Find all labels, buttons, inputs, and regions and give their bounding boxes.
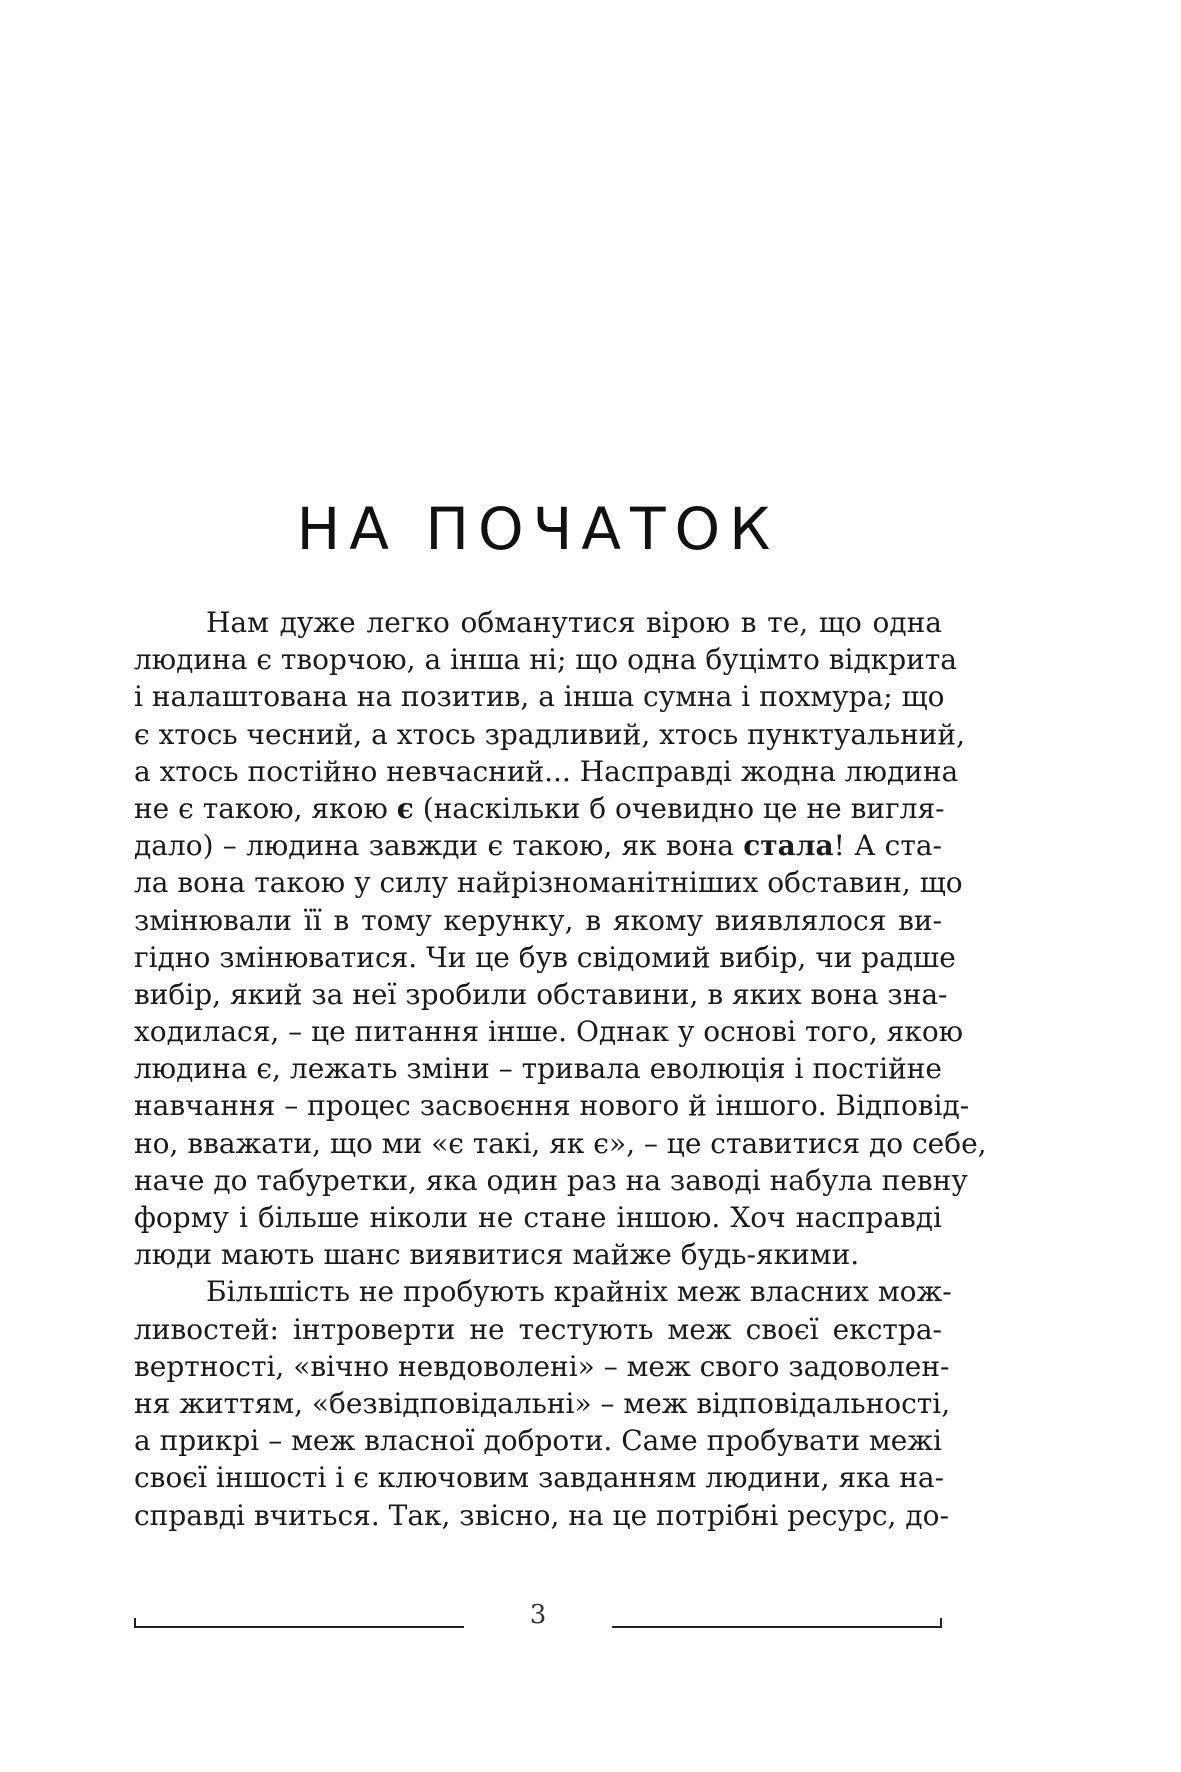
text-segment: форму і більше ніколи не стане іншою. Хоч насправді	[134, 1201, 942, 1234]
text-segment: люди мають шанс виявитися майже будь-якими.	[134, 1238, 860, 1272]
text-line	[134, 902, 942, 939]
text-segment: дало) – людина завжди є такою, як вона	[134, 829, 744, 863]
text-segment: ходилася, – це питання інше. Однак у основі того, якою	[134, 1015, 964, 1049]
text-segment: ливостей: інтроверти не тестують меж своєї екстра-	[134, 1312, 942, 1346]
text-segment: но, вважати, що ми «є такі, як є», – це ставитися до себе,	[134, 1126, 987, 1160]
text-segment: навчання – процес засвоєння нового й іншого. Відповід-	[134, 1089, 970, 1123]
paragraph	[134, 604, 987, 1273]
bold-text: стала	[743, 829, 834, 863]
text-line	[134, 1348, 950, 1385]
text-line	[134, 790, 945, 827]
text-segment: людина є творчою, а інша ні; що одна буцімто відкрита	[134, 643, 957, 677]
text-segment: Більшість не пробують крайніх меж власних мож-	[206, 1275, 952, 1309]
text-line	[134, 1236, 942, 1273]
text-line	[134, 604, 942, 641]
text-line	[134, 641, 957, 678]
text-segment: вертності, «вічно невдоволені» – меж свого задоволен-	[134, 1349, 950, 1383]
text-line	[134, 1273, 952, 1310]
text-segment: ня життям, «безвідповідальні» – меж відповідальності,	[134, 1386, 951, 1420]
text-segment: своєї іншості і є ключовим завданням людини, яка на-	[134, 1461, 945, 1495]
text-line	[134, 753, 959, 790]
text-line	[134, 1199, 942, 1236]
text-segment: вибір, який за неї зробили обставини, в яких вона зна-	[134, 977, 948, 1011]
text-line	[134, 678, 945, 715]
text-segment: змінювали її в тому керунку, в якому виявлялося ви-	[134, 903, 942, 937]
text-line	[134, 1422, 942, 1459]
page-number: 3	[529, 1600, 547, 1630]
text-segment: гідно змінюватися. Чи це був свідомий вибір, чи радше	[134, 940, 956, 974]
text-line	[134, 976, 948, 1013]
text-segment: і налаштована на позитив, а інша сумна і похмура; що	[134, 680, 945, 714]
page-footer	[134, 1600, 942, 1640]
text-segment: а прикрі – меж власної доброти. Саме пробувати межі	[134, 1424, 942, 1458]
text-line	[134, 1497, 949, 1534]
text-line	[134, 939, 956, 976]
text-line	[134, 1050, 942, 1087]
body-text	[134, 604, 987, 1534]
text-segment: є хтось чесний, а хтось зрадливий, хтось пунктуальний,	[134, 717, 965, 751]
text-segment: справді вчиться. Так, звісно, на це потрібні ресурс, до-	[134, 1498, 949, 1532]
text-segment: ла вона такою у силу найрізноманітніших обставин, що	[134, 866, 963, 900]
text-line	[134, 1311, 942, 1348]
text-line	[134, 1087, 970, 1124]
text-segment: людина є, лежать зміни – тривала еволюція і постійне	[134, 1052, 942, 1086]
text-line	[134, 1013, 964, 1050]
text-line	[134, 1385, 951, 1422]
text-line	[134, 716, 965, 753]
page-title: НА ПОЧАТОК	[296, 495, 780, 563]
paragraph	[134, 1273, 952, 1533]
text-segment: не є такою, якою	[134, 791, 397, 825]
text-line	[134, 827, 942, 864]
bold-text: є	[396, 791, 414, 825]
text-line	[134, 864, 963, 901]
text-line	[134, 1162, 968, 1199]
text-segment: наче до табуретки, яка один раз на заводі набула певну	[134, 1163, 968, 1197]
footer-rule-right	[612, 1618, 942, 1628]
text-segment: ! А ста-	[833, 829, 943, 863]
text-segment: а хтось постійно невчасний... Насправді жодна людина	[134, 754, 959, 788]
text-line	[134, 1459, 945, 1496]
text-segment: (наскільки б очевидно це не вигля-	[413, 791, 945, 825]
text-line	[134, 1125, 987, 1162]
text-segment: Нам дуже легко обманутися вірою в те, що одна	[206, 606, 942, 639]
